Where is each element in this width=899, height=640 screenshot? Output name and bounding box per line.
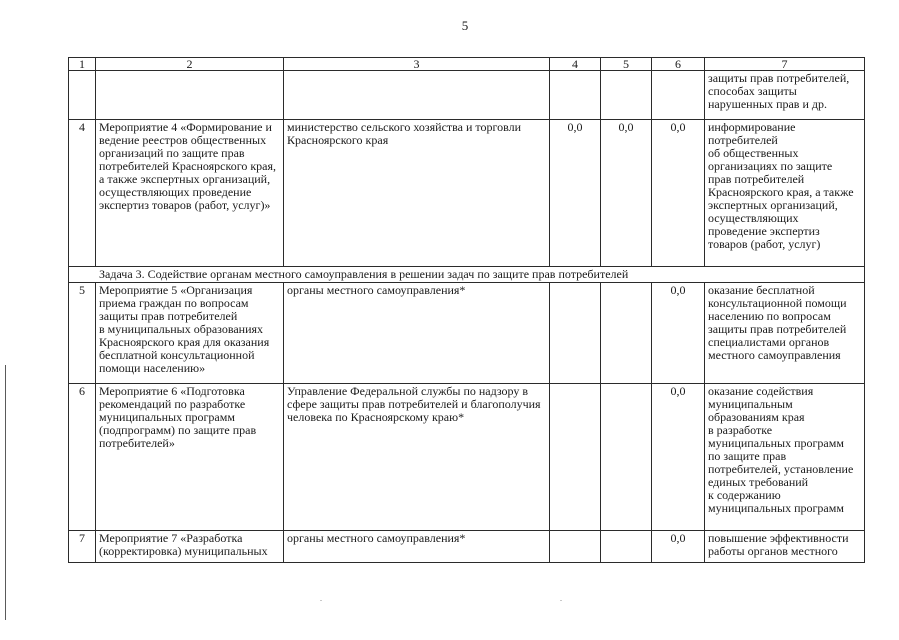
value-cell (550, 384, 601, 531)
value-cell: 0,0 (550, 120, 601, 267)
row-number-cell (69, 71, 96, 120)
executor-cell: органы местного самоуправления* (284, 283, 550, 384)
executor-cell: органы местного самоуправления* (284, 531, 550, 563)
value-cell: 0,0 (652, 531, 705, 563)
value-cell (601, 71, 652, 120)
row-number-cell: 7 (69, 531, 96, 563)
table-row (69, 71, 865, 120)
scan-speck (560, 600, 562, 601)
executor-cell (284, 71, 550, 120)
result-cell: информирование потребителей об общественных организациях по защите прав потребителей Красноярского края, а также экспертных организаций, осуществляющих проведение экспертиз товаров (работ, услуг) (705, 120, 865, 267)
executor-cell: Управление Федеральной службы по надзору в сфере защиты прав потребителей и благополучия человека по Красноярскому краю* (284, 384, 550, 531)
header-cell: 5 (601, 58, 652, 71)
header-cell: 6 (652, 58, 705, 71)
value-cell (550, 531, 601, 563)
task-heading: Задача 3. Содействие органам местного самоуправления в решении задач по защите прав потребителей (69, 267, 865, 283)
row-number-cell: 5 (69, 283, 96, 384)
scan-edge-mark (5, 365, 6, 620)
header-cell: 7 (705, 58, 865, 71)
program-activities-table (68, 57, 865, 563)
executor-cell: министерство сельского хозяйства и торговли Красноярского края (284, 120, 550, 267)
table-row (69, 384, 865, 531)
value-cell: 0,0 (652, 120, 705, 267)
table-row (69, 531, 865, 563)
activity-cell: Мероприятие 6 «Подготовка рекомендаций по разработке муниципальных программ (подпрограмм) по защите прав потребителей» (96, 384, 284, 531)
value-cell: 0,0 (652, 283, 705, 384)
header-cell: 3 (284, 58, 550, 71)
value-cell (601, 384, 652, 531)
task-row (69, 267, 865, 283)
header-cell: 2 (96, 58, 284, 71)
activity-cell (96, 71, 284, 120)
activity-cell: Мероприятие 5 «Организация приема граждан по вопросам защиты прав потребителей в муниципальных образованиях Красноярского края для оказания бесплатной консультационной помощи населению» (96, 283, 284, 384)
table-header-row (69, 58, 865, 71)
activity-cell: Мероприятие 7 «Разработка (корректировка) муниципальных (96, 531, 284, 563)
row-number-cell: 6 (69, 384, 96, 531)
result-cell: повышение эффективности работы органов местного (705, 531, 865, 563)
row-number-cell: 4 (69, 120, 96, 267)
table-row (69, 120, 865, 267)
value-cell: 0,0 (652, 384, 705, 531)
header-cell: 4 (550, 58, 601, 71)
table-row (69, 283, 865, 384)
value-cell (550, 283, 601, 384)
activity-cell: Мероприятие 4 «Формирование и ведение реестров общественных организаций по защите прав потребителей Красноярского края, а также экспертных организаций, осуществляющих проведение экспертиз товаров (работ, услуг)» (96, 120, 284, 267)
value-cell: 0,0 (601, 120, 652, 267)
result-cell: оказание бесплатной консультационной помощи населению по вопросам защиты прав потребителей специалистами органов местного самоуправления (705, 283, 865, 384)
header-cell: 1 (69, 58, 96, 71)
value-cell (550, 71, 601, 120)
value-cell (601, 283, 652, 384)
scan-speck (320, 600, 322, 601)
value-cell (652, 71, 705, 120)
result-cell: оказание содействия муниципальным образованиям края в разработке муниципальных программ по защите прав потребителей, установление единых требований к содержанию муниципальных программ (705, 384, 865, 531)
result-cell: защиты прав потребителей, способах защиты нарушенных прав и др. (705, 71, 865, 120)
value-cell (601, 531, 652, 563)
page-number: 5 (461, 18, 469, 33)
